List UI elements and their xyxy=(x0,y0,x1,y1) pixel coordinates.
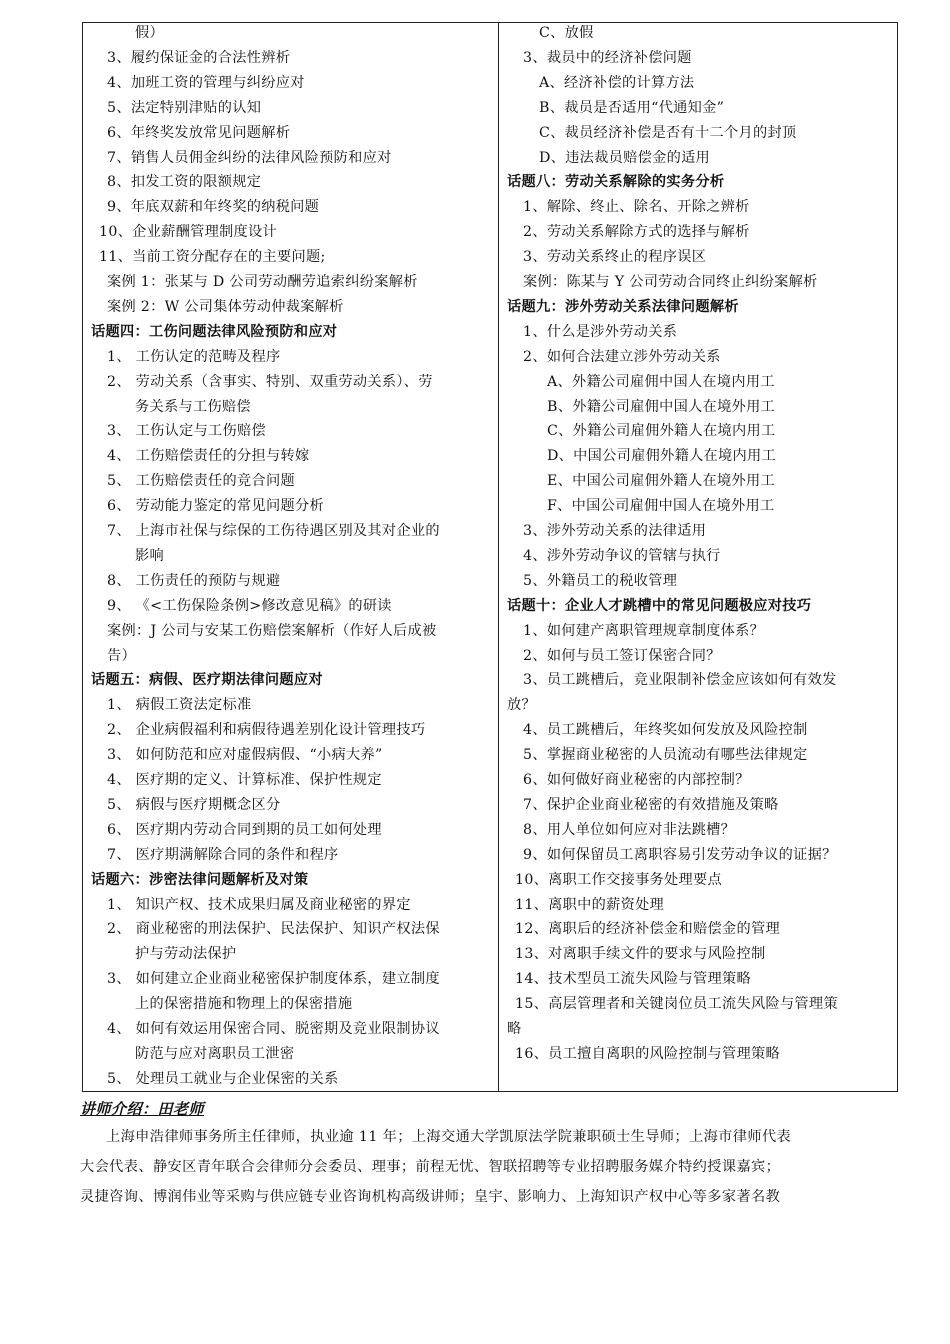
topic-heading: 话题十：企业人才跳槽中的常见问题极应对技巧 xyxy=(507,597,812,614)
topic-heading: 话题六：涉密法律问题解析及对策 xyxy=(91,871,309,888)
outline-item: 务关系与工伤赔偿 xyxy=(135,398,251,415)
outline-item: 10、企业薪酬管理制度设计 xyxy=(99,224,278,241)
outline-item: 8、用人单位如何应对非法跳槽？ xyxy=(523,821,736,838)
outline-item: 2、如何合法建立涉外劳动关系 xyxy=(523,348,721,365)
outline-item: 3、 工伤认定与工伤赔偿 xyxy=(107,423,267,440)
column-divider xyxy=(498,23,499,1091)
outline-item: 14、技术型员工流失风险与管理策略 xyxy=(515,971,751,988)
outline-item: 案例 2：W 公司集体劳动仲裁案解析 xyxy=(107,298,344,315)
outline-item: 15、高层管理者和关键岗位员工流失风险与管理策 xyxy=(515,996,838,1013)
outline-item: 8、扣发工资的限额规定 xyxy=(107,174,262,191)
outline-item: 5、 工伤赔偿责任的竞合问题 xyxy=(107,473,295,490)
outline-item: 4、 如何有效运用保密合同、脱密期及竞业限制协议 xyxy=(107,1021,440,1037)
outline-item: 4、 医疗期的定义、计算标准、保护性规定 xyxy=(107,772,382,788)
outline-item: 上的保密措施和物理上的保密措施 xyxy=(135,996,353,1013)
outline-item: 5、法定特别津贴的认知 xyxy=(107,99,262,116)
outline-item: 6、 劳动能力鉴定的常见问题分析 xyxy=(107,498,324,515)
outline-item: C、外籍公司雇佣外籍人在境内用工 xyxy=(547,423,776,440)
outline-item: B、裁员是否适用“代通知金” xyxy=(539,99,725,116)
outline-item: D、违法裁员赔偿金的适用 xyxy=(539,149,711,166)
outline-item: 1、解除、终止、除名、开除之辨析 xyxy=(523,199,750,216)
outline-item: 16、员工擅自离职的风险控制与管理策略 xyxy=(515,1045,780,1062)
outline-item: 7、保护企业商业秘密的有效措施及策略 xyxy=(523,796,779,813)
outline-item: 7、 医疗期满解除合同的条件和程序 xyxy=(107,846,339,863)
instructor-bio-line: 上海申浩律师事务所主任律师，执业逾 11 年；上海交通大学凯原法学院兼职硕士生导师；上海市律师代表 xyxy=(106,1129,792,1145)
topic-heading: 话题九：涉外劳动关系法律问题解析 xyxy=(507,298,739,315)
outline-item: 5、外籍员工的税收管理 xyxy=(523,572,678,589)
outline-item: 13、对离职手续文件的要求与风险控制 xyxy=(515,946,766,963)
outline-item: 1、 病假工资法定标准 xyxy=(107,697,252,714)
outline-item: A、经济补偿的计算方法 xyxy=(539,74,695,91)
outline-item: 1、 知识产权、技术成果归属及商业秘密的界定 xyxy=(107,896,411,913)
outline-item: 7、销售人员佣金纠纷的法律风险预防和应对 xyxy=(107,149,392,166)
outline-item: 10、离职工作交接事务处理要点 xyxy=(515,871,722,888)
outline-item: 2、如何与员工签订保密合同？ xyxy=(523,647,721,664)
outline-item: 3、涉外劳动关系的法律适用 xyxy=(523,523,707,539)
outline-item: 3、员工跳槽后，竞业限制补偿金应该如何有效发 xyxy=(523,672,837,689)
outline-item: 4、涉外劳动争议的管辖与执行 xyxy=(523,547,721,564)
outline-item: 9、 《<工伤保险条例>修改意见稿》的研读 xyxy=(107,597,392,614)
outline-item: 2、 企业病假福利和病假待遇差别化设计管理技巧 xyxy=(107,722,426,739)
outline-item: F、中国公司雇佣中国人在境外用工 xyxy=(547,498,775,515)
outline-item: 1、如何建产离职管理规章制度体系？ xyxy=(523,622,765,639)
instructor-bio-line: 大会代表、静安区青年联合会律师分会委员、理事；前程无忧、智联招聘等专业招聘服务媒介特约授课嘉宾； xyxy=(80,1159,781,1175)
outline-item: 6、 医疗期内劳动合同到期的员工如何处理 xyxy=(107,821,382,838)
outline-item: 案例：陈某与 Y 公司劳动合同终止纠纷案解析 xyxy=(523,274,818,290)
outline-item: 略 xyxy=(507,1021,522,1037)
outline-item: A、外籍公司雇佣中国人在境内用工 xyxy=(547,373,775,390)
outline-item: 2、 劳动关系（含事实、特别、双重劳动关系）、劳 xyxy=(107,373,433,390)
outline-item: E、中国公司雇佣外籍人在境外用工 xyxy=(547,473,775,490)
instructor-bio-line: 灵捷咨询、博润伟业等采购与供应链专业咨询机构高级讲师；皇宇、影响力、上海知识产权中心等多家著名教 xyxy=(80,1189,781,1205)
outline-item: 5、 病假与医疗期概念区分 xyxy=(107,796,281,813)
outline-item: 防范与应对离职员工泄密 xyxy=(135,1045,295,1062)
outline-item: D、中国公司雇佣外籍人在境内用工 xyxy=(547,448,776,465)
outline-item: 8、 工伤责任的预防与规避 xyxy=(107,572,281,589)
outline-item: 3、 如何防范和应对虚假病假、“小病大养” xyxy=(107,747,383,764)
outline-item: 护与劳动法保护 xyxy=(135,946,237,963)
outline-item: 9、年底双薪和年终奖的纳税问题 xyxy=(107,199,320,216)
outline-item: 7、 上海市社保与综保的工伤待遇区别及其对企业的 xyxy=(107,523,440,539)
outline-item: C、放假 xyxy=(539,25,594,41)
outline-item: 假） xyxy=(135,25,164,41)
outline-item: 3、履约保证金的合法性辨析 xyxy=(107,49,291,66)
outline-item: 2、 商业秘密的刑法保护、民法保护、知识产权法保 xyxy=(107,921,440,938)
outline-item: 影响 xyxy=(135,547,164,564)
outline-item: 放？ xyxy=(507,697,536,714)
instructor-title: 讲师介绍：田老师 xyxy=(80,1100,205,1118)
outline-item: 5、 处理员工就业与企业保密的关系 xyxy=(107,1070,339,1087)
outline-item: 11、当前工资分配存在的主要问题; xyxy=(99,249,326,266)
outline-item: 4、 工伤赔偿责任的分担与转嫁 xyxy=(107,448,310,465)
outline-item: 案例：J 公司与安某工伤赔偿案解析（作好人后成被 xyxy=(107,622,437,639)
topic-heading: 话题八：劳动关系解除的实务分析 xyxy=(507,174,725,191)
outline-item: 1、什么是涉外劳动关系 xyxy=(523,323,678,340)
outline-item: 11、离职中的薪资处理 xyxy=(515,896,665,913)
outline-item: 9、如何保留员工离职容易引发劳动争议的证据？ xyxy=(523,846,837,863)
outline-item: 6、年终奖发放常见问题解析 xyxy=(107,124,291,141)
outline-item: 2、劳动关系解除方式的选择与解析 xyxy=(523,224,750,241)
outline-item: B、外籍公司雇佣中国人在境外用工 xyxy=(547,398,776,415)
outline-item: 告） xyxy=(107,647,136,664)
topic-heading: 话题四：工伤问题法律风险预防和应对 xyxy=(91,323,338,340)
outline-item: 1、 工伤认定的范畴及程序 xyxy=(107,348,281,365)
outline-item: 6、如何做好商业秘密的内部控制？ xyxy=(523,772,750,788)
outline-item: 3、劳动关系终止的程序误区 xyxy=(523,249,707,266)
outline-item: 3、裁员中的经济补偿问题 xyxy=(523,49,692,66)
outline-item: 3、 如何建立企业商业秘密保护制度体系，建立制度 xyxy=(107,971,440,988)
topic-heading: 话题五：病假、医疗期法律问题应对 xyxy=(91,672,323,689)
outline-item: 5、掌握商业秘密的人员流动有哪些法律规定 xyxy=(523,747,808,764)
outline-item: 案例 1：张某与 D 公司劳动酬劳追索纠纷案解析 xyxy=(107,274,418,290)
outline-item: 4、加班工资的管理与纠纷应对 xyxy=(107,74,305,91)
outline-item: 4、员工跳槽后，年终奖如何发放及风险控制 xyxy=(523,722,808,739)
course-outline-table xyxy=(82,22,898,1092)
outline-item: 12、离职后的经济补偿金和赔偿金的管理 xyxy=(515,921,780,938)
outline-item: C、裁员经济补偿是否有十二个月的封顶 xyxy=(539,124,797,141)
